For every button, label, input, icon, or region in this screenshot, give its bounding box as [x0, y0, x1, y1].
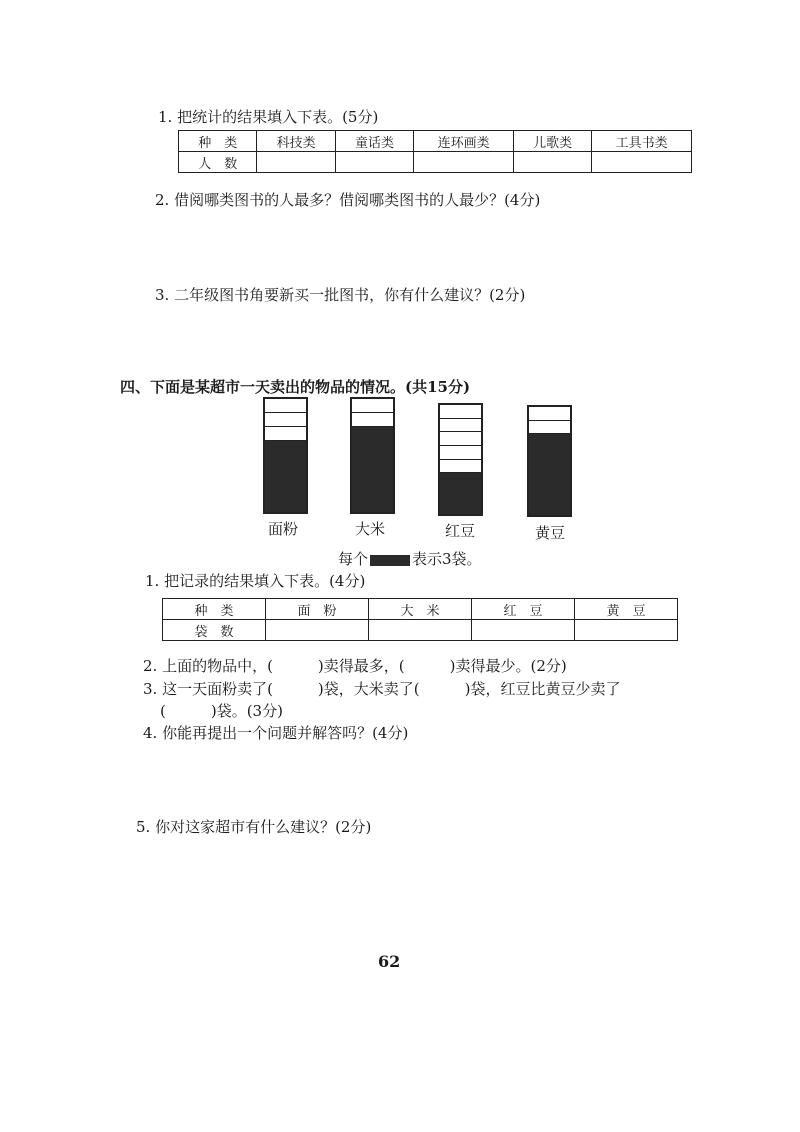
table-header-cell: 儿歌类 [513, 131, 591, 152]
bar-flour [263, 397, 308, 514]
bar-segment-line [352, 426, 393, 427]
bar-segment-line [440, 445, 481, 446]
legend [338, 548, 482, 569]
part4-q4: 4. 你能再提出一个问题并解答吗？(4分) [143, 724, 409, 742]
table-header-cell: 科技类 [257, 131, 335, 152]
legend-prefix: 每个 [338, 550, 369, 568]
legend-swatch [370, 555, 410, 566]
bar-soybean [527, 405, 572, 517]
bar-fill [440, 473, 481, 514]
table-header-cell: 连环画类 [414, 131, 514, 152]
table-row-label: 人 数 [179, 152, 257, 173]
part3-q1: 1. 把统计的结果填入下表。(5分) [158, 108, 379, 126]
bar-segment-line [440, 431, 481, 432]
table-row [179, 131, 692, 152]
bar-segment-line [265, 412, 306, 413]
bar-segment-line [529, 420, 570, 421]
page-number: 62 [378, 952, 401, 971]
table-input-cell[interactable] [369, 620, 472, 641]
table-row [163, 620, 678, 641]
bar-rice [350, 397, 395, 514]
table-input-cell[interactable] [472, 620, 575, 641]
table-input-cell[interactable] [575, 620, 678, 641]
bar-red-bean [438, 403, 483, 516]
bar-label-rice: 大米 [354, 520, 385, 538]
bar-segment-line [265, 440, 306, 441]
table-input-cell[interactable] [266, 620, 369, 641]
part3-table [178, 130, 692, 173]
bar-label-soybean: 黄豆 [534, 524, 565, 542]
table-header-cell: 种 类 [163, 599, 266, 620]
part4-q1: 1. 把记录的结果填入下表。(4分) [145, 572, 366, 590]
bar-segment-line [440, 472, 481, 473]
table-row-label: 袋 数 [163, 620, 266, 641]
bar-segment-line [352, 412, 393, 413]
part4-q3a: 3. 这一天面粉卖了( )袋，大米卖了( )袋，红豆比黄豆少卖了 [143, 680, 621, 698]
part3-q3: 3. 二年级图书角要新买一批图书，你有什么建议？(2分) [155, 286, 526, 304]
bar-fill [529, 434, 570, 515]
bar-segment-line [440, 418, 481, 419]
bar-label-flour: 面粉 [267, 520, 298, 538]
table-input-cell[interactable] [592, 152, 692, 173]
bar-label-red-bean: 红豆 [444, 522, 475, 540]
bar-fill [265, 441, 306, 512]
part4-title: 四、下面是某超市一天卖出的物品的情况。(共15分) [120, 378, 471, 396]
part4-q3b: ( )袋。(3分) [160, 702, 283, 720]
part4-q5: 5. 你对这家超市有什么建议？(2分) [136, 818, 372, 836]
table-header-cell: 大 米 [369, 599, 472, 620]
table-header-cell: 童话类 [335, 131, 413, 152]
bar-segment-line [440, 459, 481, 460]
table-header-cell: 工具书类 [592, 131, 692, 152]
part4-q2: 2. 上面的物品中，( )卖得最多，( )卖得最少。(2分) [143, 657, 567, 675]
table-header-cell: 红 豆 [472, 599, 575, 620]
legend-suffix: 表示3袋。 [412, 550, 482, 568]
part4-table [162, 598, 678, 641]
table-row [179, 152, 692, 173]
part3-q2: 2. 借阅哪类图书的人最多？借阅哪类图书的人最少？(4分) [155, 191, 541, 209]
bar-segment-line [529, 433, 570, 434]
table-input-cell[interactable] [257, 152, 335, 173]
table-header-cell: 黄 豆 [575, 599, 678, 620]
bar-fill [352, 427, 393, 512]
bar-segment-line [265, 426, 306, 427]
table-input-cell[interactable] [414, 152, 514, 173]
table-input-cell[interactable] [513, 152, 591, 173]
table-header-cell: 面 粉 [266, 599, 369, 620]
table-input-cell[interactable] [335, 152, 413, 173]
table-row [163, 599, 678, 620]
table-header-cell: 种 类 [179, 131, 257, 152]
